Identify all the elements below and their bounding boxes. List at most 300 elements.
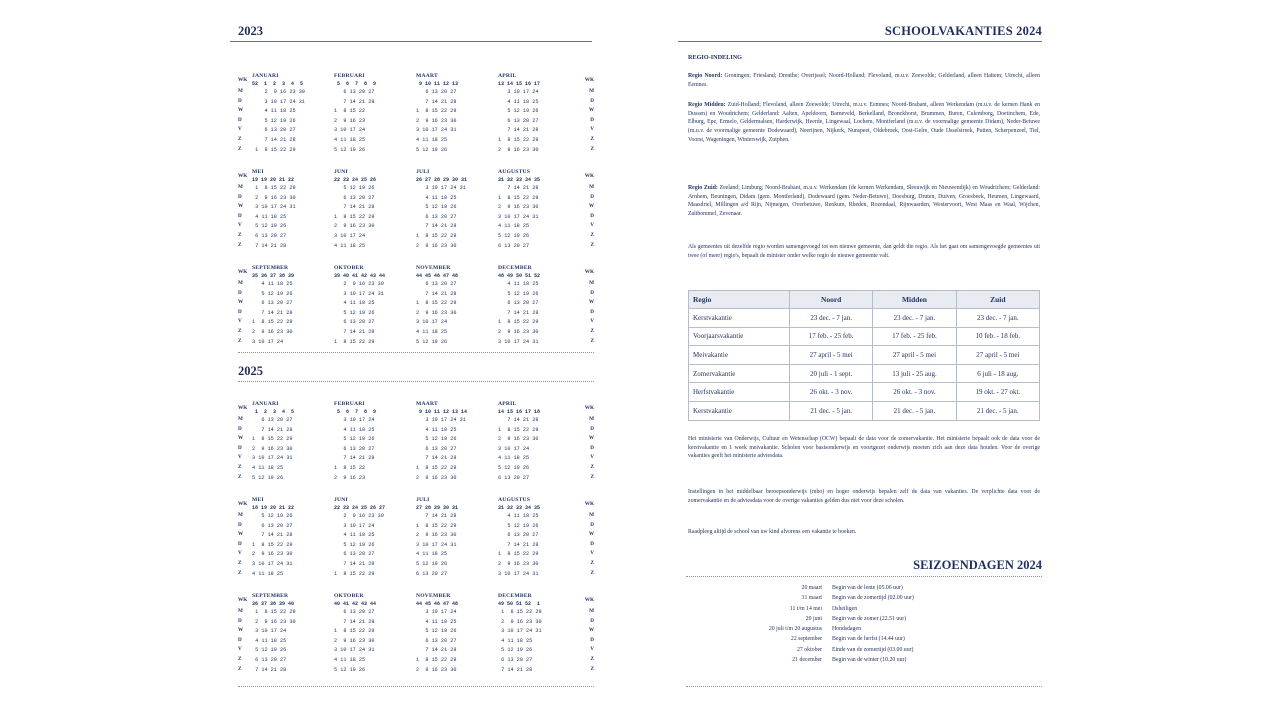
day-numbers-row: 3 10 17 24 31 [498, 338, 539, 345]
week-label: WK [238, 405, 248, 411]
season-date: 27 oktober [797, 646, 822, 653]
day-numbers-row: 5 12 19 26 [498, 464, 530, 471]
day-numbers-row: 3 10 17 24 31 [252, 204, 296, 211]
day-numbers-row: 6 13 20 27 [498, 474, 530, 481]
weekday-label: D [238, 212, 242, 219]
weekday-label: V [590, 454, 594, 461]
day-numbers-row: 1 8 15 22 29 [416, 108, 457, 115]
weekday-label: M [238, 416, 243, 422]
weekday-label: Z [238, 463, 242, 470]
weekday-label: Z [238, 559, 242, 566]
day-numbers-row: 7 14 21 28 [416, 513, 457, 519]
table-row [689, 309, 1040, 328]
week-numbers: 31 32 33 34 35 [498, 505, 541, 511]
vacation-name-cell: Voorjaarsvakantie [689, 327, 790, 346]
day-numbers-row: 5 12 19 26 [252, 290, 293, 297]
day-numbers-row: 5 12 19 26 [252, 474, 284, 481]
day-numbers-row: 3 10 17 24 [334, 522, 375, 529]
day-numbers-row: 5 12 19 26 [498, 522, 539, 529]
weekday-label: V [238, 550, 242, 557]
day-numbers-row: 4 11 18 25 [334, 136, 366, 143]
month-name: JULI [416, 169, 430, 175]
day-numbers-row: 4 11 18 25 [498, 513, 539, 519]
weekday-label: V [238, 318, 242, 325]
day-numbers-row: 7 14 21 28 [252, 309, 293, 316]
vacation-date-cell: 27 april - 5 mei [790, 346, 873, 365]
day-numbers-row: 2 9 16 23 30 [416, 532, 457, 539]
season-description: Begin van de herfst (14.44 uur) [832, 636, 905, 643]
weekday-label: D [590, 444, 594, 451]
season-item [688, 655, 1040, 665]
day-numbers-row: 4 11 18 25 [498, 223, 530, 230]
season-item [688, 583, 1040, 593]
day-numbers-row: 6 13 20 27 [334, 445, 375, 452]
season-item [688, 624, 1040, 634]
weekday-label: W [588, 203, 594, 210]
day-numbers-row: 2 9 16 23 30 [498, 436, 539, 443]
weekday-label: Z [590, 327, 594, 334]
day-numbers-row: 7 14 21 28 [252, 666, 287, 673]
weekday-label: Z [590, 231, 594, 238]
day-numbers-row: 1 8 15 22 29 [252, 609, 296, 615]
weekday-label: W [588, 435, 594, 442]
weekday-column-left [238, 400, 247, 483]
weekday-label: V [590, 318, 594, 325]
week-label: WK [238, 597, 248, 603]
weekday-label: M [589, 416, 594, 422]
day-numbers-row: 4 11 18 25 [252, 464, 284, 471]
merge-paragraph: Als gemeentes uit dezelfde regio worden samengevoegd tot een nieuwe gemeente, dan geldt die regio. Als het gaat om samengevoegde gemeentes uit twee (of meer) regio's, bepaalt de minister onder welke regio de nieuwe gemeente valt. [688, 244, 1040, 259]
table-row [689, 383, 1040, 402]
month-block [416, 592, 496, 675]
month-block [498, 168, 578, 251]
weekday-label: Z [590, 655, 594, 662]
week-label: WK [584, 501, 594, 507]
regio-midden-label: Regio Midden: [688, 102, 726, 108]
day-numbers-row: 7 14 21 28 [334, 328, 375, 335]
day-numbers-row: 6 13 20 27 [252, 522, 293, 529]
year-2025-rule [238, 381, 594, 382]
weekday-label: D [590, 212, 594, 219]
day-numbers-row: 6 13 20 27 [498, 117, 539, 124]
season-date: 31 maart [801, 595, 822, 602]
weekday-column-right [585, 264, 594, 347]
day-numbers-row: 6 13 20 27 [334, 194, 375, 201]
vacation-date-cell: 17 feb. - 25 feb. [873, 327, 956, 346]
month-name: MEI [252, 169, 264, 175]
season-description: Begin van de zomertijd (02.00 uur) [832, 595, 914, 602]
month-name: AUGUSTUS [498, 497, 531, 503]
weekday-label: Z [590, 135, 594, 142]
day-numbers-row: 4 11 18 25 [498, 281, 539, 287]
season-description: Begin van de zomer (22.51 uur) [832, 615, 907, 622]
month-name: NOVEMBER [416, 593, 451, 599]
weekday-label: D [590, 193, 594, 200]
vacation-name-cell: Zomervakantie [689, 364, 790, 383]
month-name: APRIL [498, 73, 517, 79]
month-block [416, 400, 496, 483]
season-date: 21 december [792, 657, 822, 664]
day-numbers-row: 7 14 21 28 [416, 290, 457, 297]
day-numbers-row: 7 14 21 28 [252, 136, 296, 143]
week-label: WK [584, 269, 594, 275]
seizoendagen-title: SEIZOENDAGEN 2024 [913, 558, 1042, 572]
weekday-label: D [590, 289, 594, 296]
day-numbers-row: 4 11 18 25 [416, 618, 457, 625]
weekday-label: M [589, 88, 594, 94]
mbo-paragraph: Instellingen in het middelbaar beroepsonderwijs (mbo) en hoger onderwijs bepalen zelf de data van vakanties. De verplichte data voor de zomervakantie en de adviesdata voor de overige vakanties gelden dus niet voor deze scholen. [688, 489, 1040, 504]
day-numbers-row: 1 8 15 22 29 [334, 213, 375, 220]
day-numbers-row: 6 13 20 27 [416, 637, 457, 644]
regio-midden-text: Zuid-Holland; Flevoland, alleen Zeewolde; Utrecht, m.u.v. Eemnes; Noord-Brabant, alleen Werkendam (m.u.v. de kernen Hank en Dussen) en Woudrichem; Gelderland: Aalten, Apeldoorn, Barneveld, Berkelland, Bronckhorst, Brummen, Buren, Culemborg, Doetinchem, Ede, Elburg, Epe, Ermelo, Geldermalsen, Harderwijk, Heerde, Lingewaal, Lochem, Montferland (m.u.v. de voormalige gemeente Didam), Neder-Betuwe (m.u.v. de voormalige gemeente Dodewaard), Neerijnen, Nijkerk, Nunspeet, Oldebroek, Oost-Gelre, Oude IJsselstreek, Putten, Scherpenzeel, Tiel, Voorst, Wageningen, Winterswijk, Zutphen. [688, 102, 1041, 143]
day-numbers-row: 2 9 16 23 30 [252, 194, 296, 201]
weekday-label: Z [590, 337, 594, 344]
day-numbers-row: 3 10 17 24 [416, 319, 448, 326]
vacation-date-cell: 21 dec. - 5 jan. [956, 401, 1039, 420]
day-numbers-row: 3 10 17 24 [334, 232, 366, 239]
day-numbers-row: 1 8 15 22 29 [252, 436, 293, 443]
advice-paragraph: Raadpleeg altijd de school van uw kind alvorens een vakantie te boeken. [688, 529, 857, 535]
regio-zuid-paragraph [688, 184, 1040, 219]
season-item [688, 614, 1040, 624]
weekday-label: D [590, 521, 594, 528]
day-numbers-row: 1 8 15 22 29 [334, 628, 375, 635]
month-name: SEPTEMBER [252, 593, 289, 599]
weekday-label: M [238, 280, 243, 286]
weekday-column-left [238, 496, 247, 579]
month-block [498, 592, 578, 675]
vacation-name-cell: Meivakantie [689, 346, 790, 365]
week-numbers: 44 45 46 47 48 [416, 273, 459, 279]
vacation-date-cell: 6 juli - 18 aug. [956, 364, 1039, 383]
day-numbers-row: 7 14 21 28 [498, 309, 539, 316]
day-numbers-row: 5 12 19 26 [416, 146, 448, 153]
week-label: WK [238, 269, 248, 275]
day-numbers-row: 2 9 16 23 30 [334, 281, 384, 287]
week-numbers: 22 23 24 25 26 27 [334, 505, 386, 511]
week-numbers: 39 40 41 42 43 44 [334, 273, 386, 279]
weekday-label: M [238, 512, 243, 518]
day-numbers-row: 2 9 16 23 30 [498, 328, 539, 335]
vacation-name-cell: Kerstvakantie [689, 309, 790, 328]
month-name: FEBRUARI [334, 401, 365, 407]
weekday-label: M [589, 608, 594, 614]
vacation-date-cell: 23 dec. - 7 jan. [790, 309, 873, 328]
day-numbers-row: 5 12 19 26 [334, 185, 375, 191]
year-2025-heading: 2025 [238, 364, 263, 378]
weekday-label: D [238, 97, 242, 104]
weekday-label: W [588, 531, 594, 538]
day-numbers-row: 4 11 18 25 [416, 328, 448, 335]
weekday-column-right [585, 496, 594, 579]
day-numbers-row: 6 13 20 27 [416, 445, 457, 452]
vacation-date-cell: 21 dec. - 5 jan. [790, 401, 873, 420]
day-numbers-row: 4 11 18 25 [498, 637, 533, 644]
weekday-label: M [589, 512, 594, 518]
day-numbers-row: 5 12 19 26 [416, 560, 448, 567]
day-numbers-row: 5 12 19 26 [498, 290, 539, 297]
vacation-date-cell: 10 feb. - 18 feb. [956, 327, 1039, 346]
weekday-label: V [590, 550, 594, 557]
day-numbers-row: 2 9 16 23 30 [416, 666, 457, 673]
day-numbers-row: 4 11 18 25 [334, 532, 375, 539]
weekday-label: M [238, 88, 243, 94]
year-2023-rule [230, 41, 592, 42]
day-numbers-row: 7 14 21 28 [334, 618, 375, 625]
weekday-label: V [238, 222, 242, 229]
month-block [252, 592, 332, 675]
day-numbers-row: 1 8 15 22 29 [416, 232, 457, 239]
week-label: WK [584, 173, 594, 179]
table-row [689, 364, 1040, 383]
month-name: SEPTEMBER [252, 265, 289, 271]
vacation-date-cell: 17 feb. - 25 feb. [790, 327, 873, 346]
week-label: WK [584, 77, 594, 83]
right-bottom-rule [686, 686, 1042, 687]
day-numbers-row: 3 10 17 24 [252, 628, 287, 635]
day-numbers-row: 1 8 15 22 29 [416, 522, 457, 529]
day-numbers-row: 6 13 20 27 [252, 127, 296, 134]
day-numbers-row: 6 13 20 27 [498, 532, 539, 539]
month-block [334, 400, 414, 483]
weekday-column-left [238, 168, 247, 251]
day-numbers-row: 3 10 17 24 [498, 445, 530, 452]
day-numbers-row: 2 9 16 23 30 [416, 117, 457, 124]
weekday-label: V [238, 126, 242, 133]
weekday-column-right [585, 72, 594, 155]
day-numbers-row: 6 13 20 27 [252, 417, 293, 423]
weekday-label: Z [590, 463, 594, 470]
weekday-column-left [238, 264, 247, 347]
weekday-label: V [590, 222, 594, 229]
week-numbers: 26 27 28 29 30 31 [416, 177, 468, 183]
vacation-date-cell: 13 juli - 25 aug. [873, 364, 956, 383]
weekday-label: Z [590, 145, 594, 152]
weekday-label: V [590, 646, 594, 653]
day-numbers-row: 4 11 18 25 [416, 194, 457, 201]
day-numbers-row: 5 12 19 26 [252, 117, 296, 124]
weekday-label: D [238, 540, 242, 547]
title-rule [678, 41, 1042, 42]
day-numbers-row: 6 13 20 27 [252, 656, 287, 663]
day-numbers-row: 2 9 16 23 30 [252, 328, 293, 335]
weekday-label: D [590, 97, 594, 104]
day-numbers-row: 1 8 15 22 29 [252, 541, 293, 548]
left-calendar-page [230, 0, 600, 720]
day-numbers-row: 1 8 15 22 29 [498, 194, 539, 201]
month-block [334, 496, 414, 579]
season-item [688, 604, 1040, 614]
day-numbers-row: 6 13 20 27 [498, 242, 530, 249]
weekday-label: Z [238, 145, 242, 152]
weekday-label: D [238, 444, 242, 451]
week-numbers: 49 50 51 52 1 [498, 601, 541, 607]
day-numbers-row: 6 13 20 27 [498, 300, 539, 307]
weekday-label: D [238, 116, 242, 123]
day-numbers-row: 7 14 21 28 [416, 455, 457, 462]
day-numbers-row: 4 11 18 25 [252, 637, 287, 644]
weekday-label: W [588, 627, 594, 634]
week-numbers: 48 49 50 51 52 [498, 273, 541, 279]
month-block [498, 496, 578, 579]
right-info-page [678, 0, 1050, 720]
month-block [334, 168, 414, 251]
weekday-column-left [238, 72, 247, 155]
day-numbers-row: 7 14 21 28 [334, 98, 375, 105]
weekday-label: D [238, 521, 242, 528]
weekday-label: D [238, 289, 242, 296]
day-numbers-row: 2 9 16 23 30 [416, 242, 457, 249]
week-numbers: 22 23 24 25 26 [334, 177, 377, 183]
vacation-date-cell: 20 juli - 1 sept. [790, 364, 873, 383]
day-numbers-row: 2 9 16 23 30 [498, 618, 542, 625]
week-label: WK [238, 77, 248, 83]
table-header-zuid: Zuid [956, 291, 1039, 309]
day-numbers-row: 5 12 19 26 [416, 628, 457, 635]
day-numbers-row: 7 14 21 28 [252, 532, 293, 539]
regio-noord-label: Regio Noord: [688, 73, 723, 79]
day-numbers-row: 3 10 17 24 31 [498, 570, 539, 577]
day-numbers-row: 2 9 16 23 30 [252, 89, 305, 95]
month-name: AUGUSTUS [498, 169, 531, 175]
vacation-date-cell: 23 dec. - 7 jan. [956, 309, 1039, 328]
month-name: JUNI [334, 169, 348, 175]
day-numbers-row: 1 8 15 22 29 [498, 551, 539, 558]
day-numbers-row: 3 10 17 24 31 [416, 185, 466, 191]
calendar-quarter-row [238, 72, 594, 168]
bottom-rule [238, 686, 594, 687]
day-numbers-row: 5 12 19 26 [334, 309, 375, 316]
weekday-label: W [238, 531, 244, 538]
weekday-label: V [238, 646, 242, 653]
day-numbers-row: 6 13 20 27 [334, 319, 375, 326]
day-numbers-row: 6 13 20 27 [334, 609, 375, 615]
weekday-label: W [238, 299, 244, 306]
day-numbers-row: 3 10 17 24 [334, 127, 366, 134]
month-block [416, 168, 496, 251]
month-block [498, 264, 578, 347]
month-block [252, 264, 332, 347]
weekday-label: W [588, 107, 594, 114]
season-description: Begin van de winter (10.20 uur) [832, 657, 907, 664]
month-block [416, 496, 496, 579]
month-name: FEBRUARI [334, 73, 365, 79]
month-block [334, 592, 414, 675]
day-numbers-row: 7 14 21 28 [498, 127, 539, 134]
weekday-column-left [238, 592, 247, 675]
day-numbers-row: 1 8 15 22 29 [334, 338, 375, 345]
season-description: Einde van de zomertijd (03.00 uur) [832, 646, 914, 653]
month-name: APRIL [498, 401, 517, 407]
regio-noord-paragraph [688, 72, 1040, 89]
month-block [416, 72, 496, 155]
table-row [689, 327, 1040, 346]
weekday-label: D [590, 308, 594, 315]
weekday-label: W [238, 203, 244, 210]
day-numbers-row: 5 12 19 26 [334, 541, 375, 548]
table-header-regio: Regio [689, 291, 790, 309]
regio-noord-text: Groningen; Friesland; Drenthe; Overijssel; Noord-Holland; Flevoland, m.u.v. Zeewolde; Gelderland, alleen Hattem; Utrecht, alleen Eemnes. [688, 73, 1041, 88]
day-numbers-row: 2 9 16 23 30 [334, 637, 375, 644]
day-numbers-row: 6 13 20 27 [416, 281, 457, 287]
day-numbers-row: 7 14 21 28 [498, 185, 539, 191]
day-numbers-row: 4 11 18 25 [416, 426, 457, 433]
vacation-date-cell: 27 april - 5 mei [873, 346, 956, 365]
calendar-quarter-row [238, 168, 594, 264]
day-numbers-row: 5 12 19 26 [416, 338, 448, 345]
day-numbers-row: 4 11 18 25 [498, 98, 539, 105]
week-numbers: 44 45 46 47 48 [416, 601, 459, 607]
month-name: JUNI [334, 497, 348, 503]
calendar-quarter-row [238, 592, 594, 688]
month-name: JANUARI [252, 73, 279, 79]
weekday-label: D [238, 308, 242, 315]
week-numbers: 14 15 16 17 18 [498, 409, 541, 415]
weekday-label: Z [238, 241, 242, 248]
weekday-label: Z [238, 665, 242, 672]
day-numbers-row: 2 9 16 23 30 [334, 223, 375, 230]
day-numbers-row: 2 9 16 23 30 [252, 551, 293, 558]
table-row [689, 346, 1040, 365]
day-numbers-row: 4 11 18 25 [416, 136, 448, 143]
season-rule [686, 576, 1042, 577]
day-numbers-row: 1 8 15 22 29 [252, 185, 296, 191]
month-name: DECEMBER [498, 265, 532, 271]
week-numbers: 9 10 11 12 13 [416, 81, 459, 87]
year-2023-heading: 2023 [238, 24, 263, 38]
day-numbers-row: 4 11 18 25 [252, 281, 293, 287]
month-block [252, 400, 332, 483]
day-numbers-row: 5 12 19 26 [498, 108, 539, 115]
day-numbers-row: 1 8 15 22 29 [416, 300, 457, 307]
day-numbers-row: 5 12 19 26 [252, 513, 293, 519]
day-numbers-row: 6 13 20 27 [416, 213, 457, 220]
day-numbers-row: 4 11 18 25 [498, 455, 530, 462]
day-numbers-row: 3 10 17 24 [416, 609, 457, 615]
day-numbers-row: 2 9 16 23 30 [416, 474, 457, 481]
calendar-2023 [238, 72, 594, 360]
season-date: 20 juni [805, 615, 822, 622]
month-block [252, 496, 332, 579]
season-description: IJsheiligen [832, 605, 858, 612]
weekday-label: W [588, 299, 594, 306]
day-numbers-row: 2 9 16 23 30 [498, 560, 539, 567]
day-numbers-row: 4 11 18 25 [252, 570, 284, 577]
regio-zuid-text: Zeeland; Limburg; Noord-Brabant, m.u.v. Werkendam (de kernen Werkendam, Sleeuwijk en Nieuwendijk) en Woudrichem; Gelderland: Arnhem, Beuningen, Didam (gem. Montferland), Dodewaard (gem. Neder-Betuwe), Doesburg, Druten, Duiven, Groesbeek, Heumen, Lingewaard, Maasdriel, Millingen a/d Rijn, Nijmegen, Overbetuwe, Renkum, Rheden, Rozendaal, Rijnwaarden, Westervoort, West Maas en Waal, Wijchen, Zaltbommel, Zevenaar. [688, 185, 1040, 218]
day-numbers-row: 2 9 16 23 30 [498, 204, 539, 211]
weekday-label: Z [590, 241, 594, 248]
weekday-label: Z [238, 231, 242, 238]
weekday-label: D [238, 193, 242, 200]
weekday-label: Z [590, 473, 594, 480]
month-name: NOVEMBER [416, 265, 451, 271]
day-numbers-row: 7 14 21 28 [416, 223, 457, 230]
weekday-label: Z [238, 473, 242, 480]
weekday-label: D [590, 116, 594, 123]
day-numbers-row: 3 10 17 24 [498, 89, 539, 95]
day-numbers-row: 7 14 21 28 [334, 204, 375, 211]
weekday-label: Z [238, 337, 242, 344]
day-numbers-row: 1 8 15 22 29 [498, 609, 542, 615]
weekday-label: D [590, 636, 594, 643]
day-numbers-row: 7 14 21 28 [498, 417, 539, 423]
weekday-label: D [238, 636, 242, 643]
month-name: MAART [416, 73, 438, 79]
day-numbers-row: 3 10 17 24 31 [252, 560, 293, 567]
day-numbers-row: 2 9 16 23 30 [252, 445, 293, 452]
vacation-table [688, 290, 1040, 421]
weekday-label: Z [590, 665, 594, 672]
